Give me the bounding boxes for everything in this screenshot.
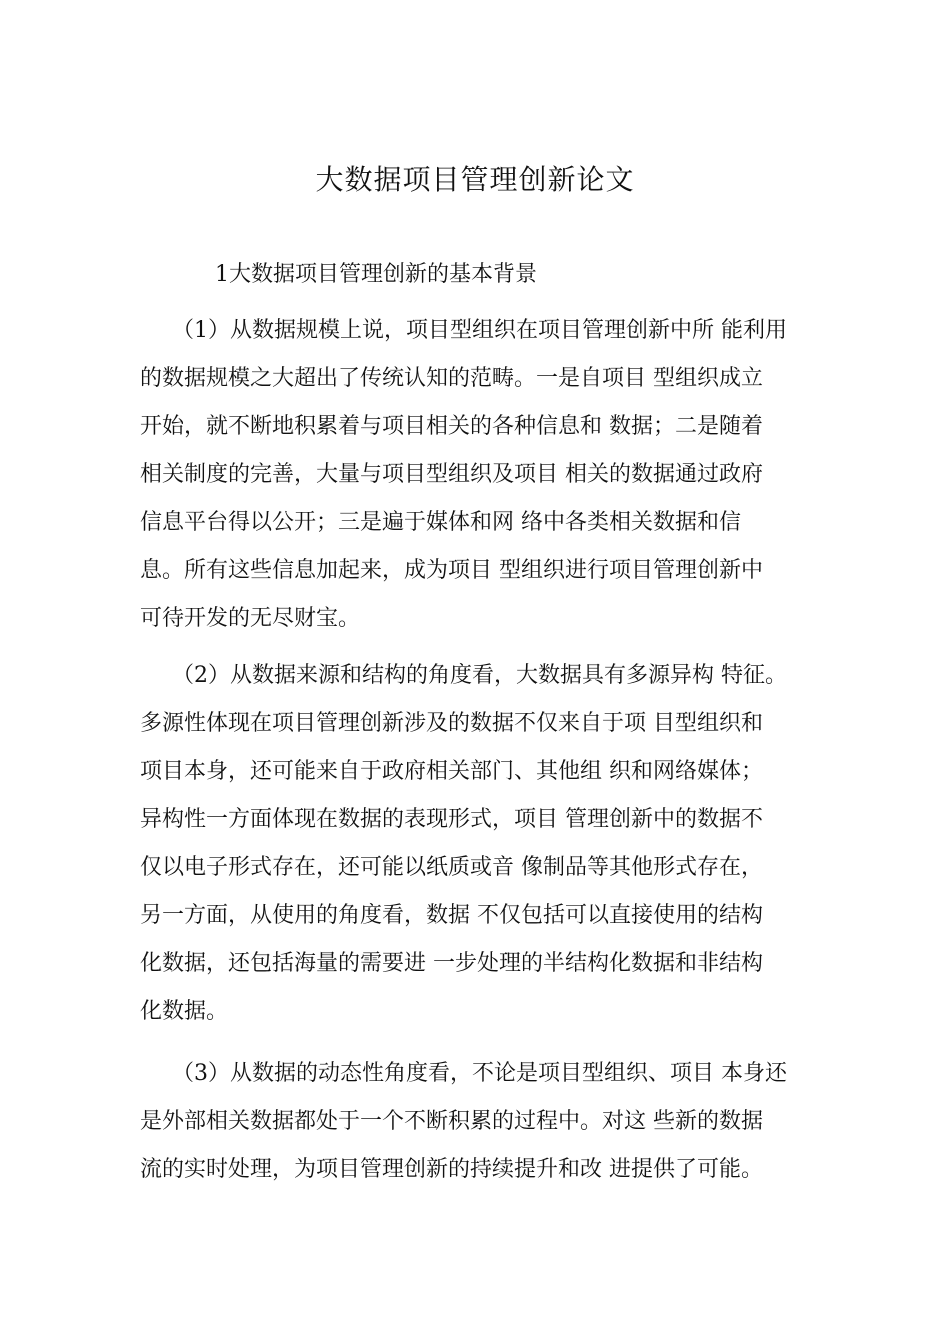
paragraph-line: 项目本身，还可能来自于政府相关部门、其他组 织和网络媒体； [140, 759, 763, 784]
paragraph-line: 开始，就不断地积累着与项目相关的各种信息和 数据；二是随着 [140, 414, 763, 439]
paragraph-line: 流的实时处理，为项目管理创新的持续提升和改 进提供了可能。 [140, 1157, 763, 1182]
paragraph-3 [140, 1050, 830, 1194]
paragraph-1 [140, 307, 830, 643]
paragraph-line: （1）从数据规模上说，项目型组织在项目管理创新中所 能利用 [172, 318, 787, 343]
paragraph-line: 异构性一方面体现在数据的表现形式，项目 管理创新中的数据不 [140, 807, 763, 832]
paragraph-line: 息。所有这些信息加起来，成为项目 型组织进行项目管理创新中 [140, 558, 763, 583]
paragraph-2 [140, 652, 830, 1036]
section-heading: 1大数据项目管理创新的基本背景 [215, 262, 537, 287]
paragraph-line: 化数据。 [140, 999, 229, 1024]
paragraph-line: （3）从数据的动态性角度看，不论是项目型组织、项目 本身还 [172, 1061, 787, 1086]
paragraph-line: 可待开发的无尽财宝。 [140, 606, 361, 631]
paragraph-line: （2）从数据来源和结构的角度看，大数据具有多源异构 特征。 [172, 663, 787, 688]
paragraph-line: 信息平台得以公开；三是遍于媒体和网 络中各类相关数据和信 [140, 510, 741, 535]
paragraph-line: 是外部相关数据都处于一个不断积累的过程中。对这 些新的数据 [140, 1109, 763, 1134]
paragraph-line: 另一方面，从使用的角度看，数据 不仅包括可以直接使用的结构 [140, 903, 763, 928]
paragraph-line: 化数据，还包括海量的需要进 一步处理的半结构化数据和非结构 [140, 951, 763, 976]
paragraph-line: 仅以电子形式存在，还可能以纸质或音 像制品等其他形式存在， [140, 855, 763, 880]
paragraph-line: 相关制度的完善，大量与项目型组织及项目 相关的数据通过政府 [140, 462, 763, 487]
document-title: 大数据项目管理创新论文 [315, 163, 635, 196]
paragraph-line: 的数据规模之大超出了传统认知的范畴。一是自项目 型组织成立 [140, 366, 763, 391]
paragraph-line: 多源性体现在项目管理创新涉及的数据不仅来自于项 目型组织和 [140, 711, 763, 736]
